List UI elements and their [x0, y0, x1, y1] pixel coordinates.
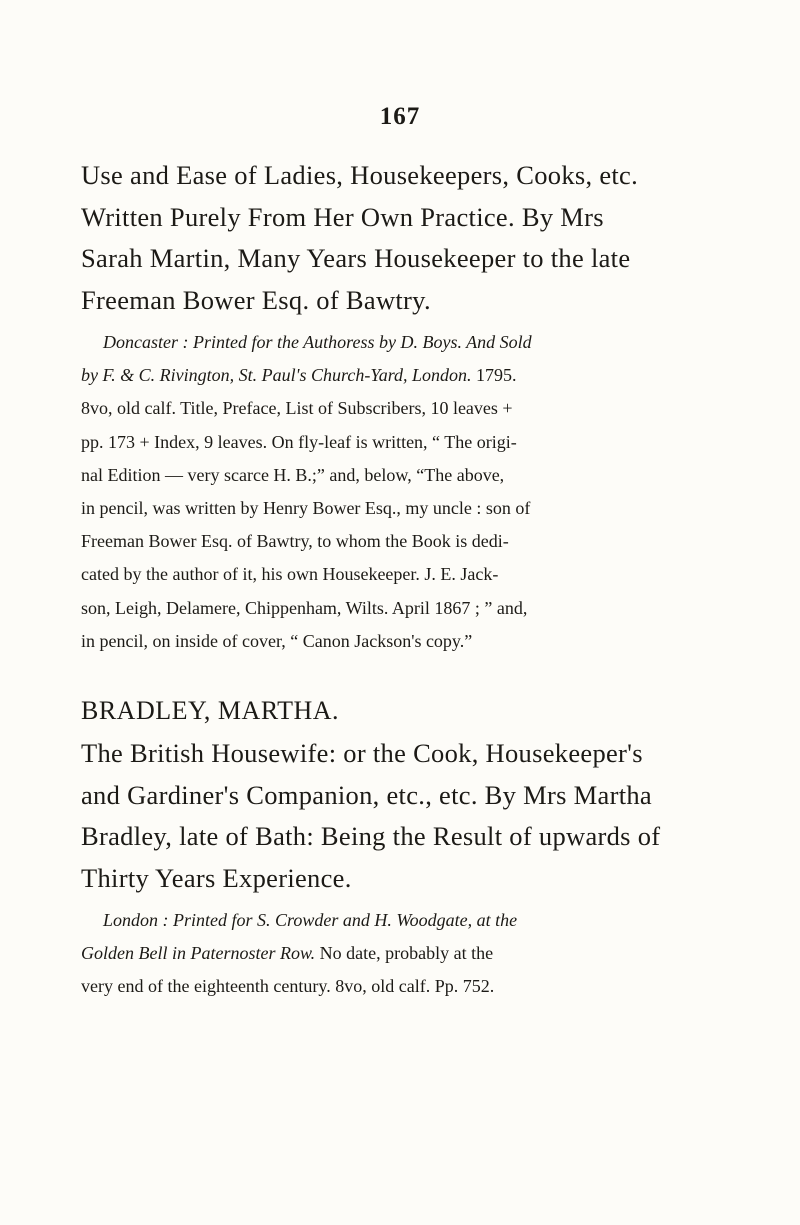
- title-line: and Gardiner's Companion, etc., etc. By Mrs Martha: [81, 779, 652, 810]
- entry-bradley: [81, 733, 721, 1004]
- entry-imprint-and-notes: [81, 904, 721, 1004]
- entry-martin: [81, 155, 721, 658]
- note-line: nal Edition — very scarce H. B.;” and, below, “The above,: [81, 464, 505, 485]
- note-line: cated by the author of it, his own Housekeeper. J. E. Jack-: [81, 564, 499, 585]
- note-line: in pencil, was written by Henry Bower Esq., my uncle : son of: [81, 498, 531, 519]
- entry-imprint-and-notes: [81, 326, 721, 658]
- note-line: son, Leigh, Delamere, Chippenham, Wilts. April 1867 ; ” and,: [81, 597, 528, 618]
- title-line: Bradley, late of Bath: Being the Result of upwards of: [81, 821, 661, 851]
- imprint-line: Doncaster : Printed for the Authoress by D. Boys. And Sold: [103, 332, 532, 352]
- title-line: Freeman Bower Esq. of Bawtry.: [81, 284, 431, 315]
- entry-title: [81, 733, 721, 899]
- note-line: in pencil, on inside of cover, “ Canon Jackson's copy.”: [81, 630, 473, 651]
- entry-title: [81, 155, 721, 321]
- note-line: pp. 173 + Index, 9 leaves. On fly-leaf is written, “ The origi-: [81, 431, 517, 452]
- note-line: Freeman Bower Esq. of Bawtry, to whom the Book is dedi-: [81, 531, 509, 552]
- author-heading: BRADLEY, MARTHA.: [81, 696, 340, 725]
- note-line: 8vo, old calf. Title, Preface, List of Subscribers, 10 leaves +: [81, 398, 513, 419]
- page-number: 167: [379, 103, 421, 130]
- imprint-line: Golden Bell in Paternoster Row. No date, probably at the: [81, 943, 494, 964]
- imprint-line: London : Printed for S. Crowder and H. Woodgate, at the: [103, 910, 518, 930]
- imprint-line: by F. & C. Rivington, St. Paul's Church-Yard, London. 1795.: [81, 365, 517, 386]
- title-line: Written Purely From Her Own Practice. By Mrs: [81, 201, 604, 232]
- title-line: Sarah Martin, Many Years Housekeeper to the late: [81, 243, 631, 273]
- note-line: very end of the eighteenth century. 8vo, old calf. Pp. 752.: [81, 976, 495, 997]
- title-line: The British Housewife: or the Cook, Housekeeper's: [81, 738, 643, 768]
- title-line: Use and Ease of Ladies, Housekeepers, Cooks, etc.: [81, 160, 639, 190]
- title-line: Thirty Years Experience.: [81, 862, 352, 893]
